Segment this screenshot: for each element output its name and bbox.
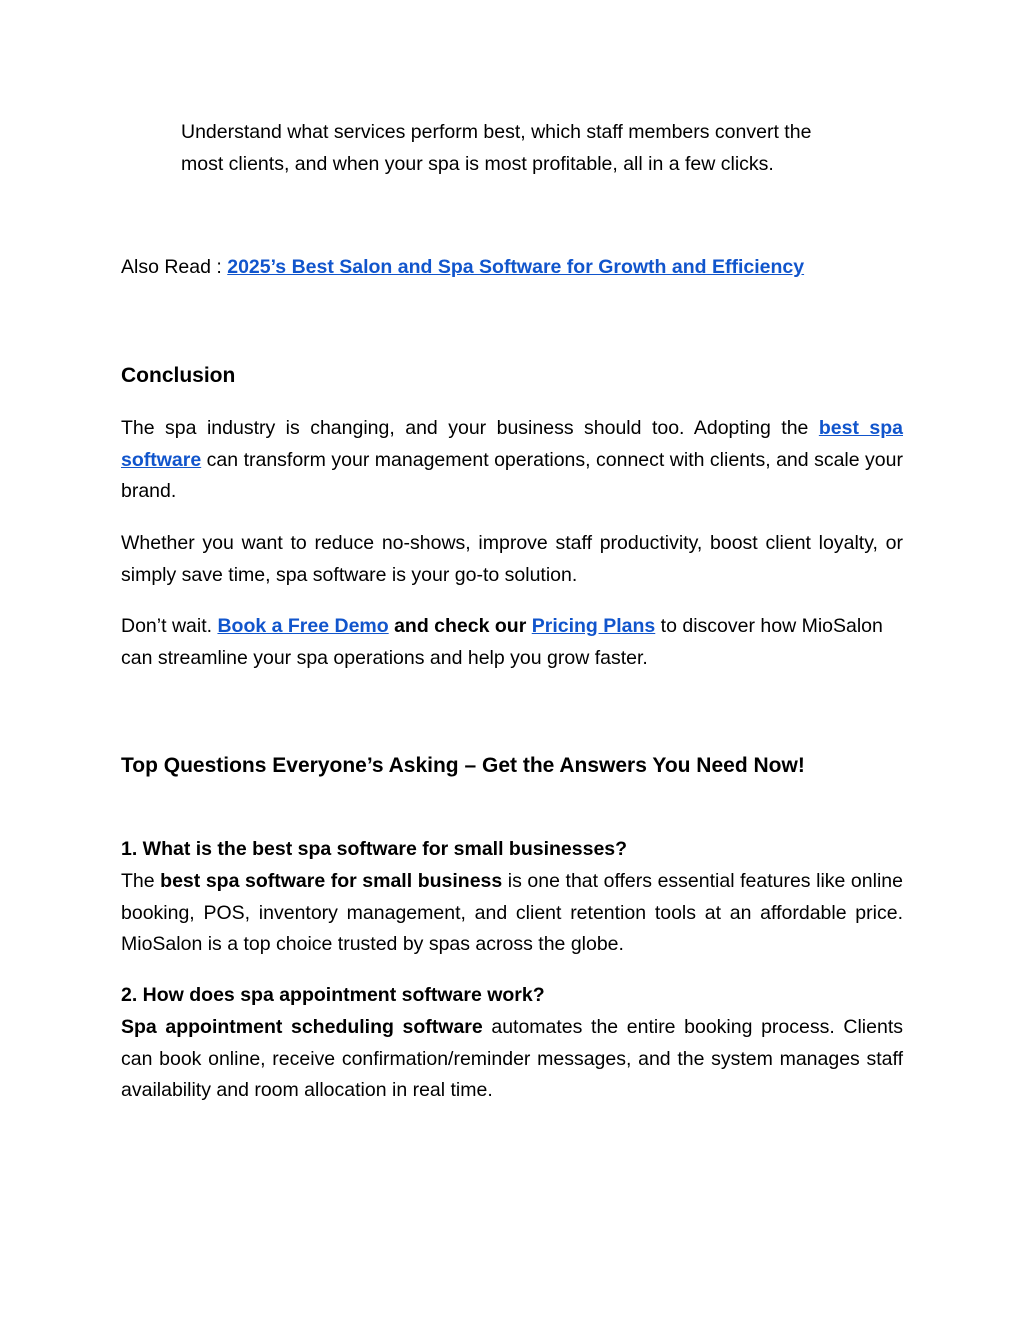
faq-answer-2 bbox=[121, 1012, 903, 1107]
conclusion-p1-text: The spa industry is changing, and your business should too. Adopting the bbox=[121, 417, 819, 439]
conclusion-p3-text: Don’t wait. bbox=[121, 615, 218, 637]
intro-line-1: Understand what services perform best, which staff members convert the bbox=[181, 121, 812, 143]
also-read-link[interactable]: 2025’s Best Salon and Spa Software for Growth and Efficiency bbox=[227, 256, 805, 278]
also-read-label: Also Read : bbox=[121, 256, 228, 278]
faq-answer-2-text: automates the entire booking process. Clients can book online, receive confirmation/reminder messages, and the system manages staff availability and room allocation in real time. bbox=[121, 1016, 903, 1101]
faq-answer-1 bbox=[121, 866, 903, 961]
faq-answer-1-text-end: is one that offers essential features like online booking, POS, inventory management, and client retention tools at an affordable price. MioSalon is a top choice trusted by spas across the globe. bbox=[121, 870, 903, 955]
faq-answer-1-text: The bbox=[121, 870, 161, 892]
also-read-line bbox=[121, 252, 903, 284]
conclusion-p1-text-end: can transform your management operations, connect with clients, and scale your brand. bbox=[121, 448, 903, 502]
faq-answer-2-bold: Spa appointment scheduling software bbox=[121, 1016, 483, 1038]
conclusion-p3-text-end: to discover how MioSalon can streamline your spa operations and help you grow faster. bbox=[121, 615, 883, 669]
book-free-demo-link[interactable]: Book a Free Demo bbox=[217, 615, 389, 637]
faq-question-2: 2. How does spa appointment software work? bbox=[121, 984, 545, 1006]
faq-heading: Top Questions Everyone’s Asking – Get the Answers You Need Now! bbox=[121, 754, 805, 777]
conclusion-p3-bold: and check our bbox=[388, 615, 532, 637]
intro-line-2: most clients, and when your spa is most profitable, all in a few clicks. bbox=[181, 152, 774, 175]
conclusion-paragraph-1 bbox=[121, 413, 903, 508]
conclusion-heading: Conclusion bbox=[121, 364, 236, 387]
pricing-plans-link[interactable]: Pricing Plans bbox=[531, 615, 656, 637]
faq-question-1: 1. What is the best spa software for small businesses? bbox=[121, 838, 628, 860]
faq-answer-1-bold: best spa software for small business bbox=[160, 870, 503, 892]
conclusion-paragraph-2: Whether you want to reduce no-shows, improve staff productivity, boost client loyalty, or simply save time, spa software is your go-to solution. bbox=[121, 532, 903, 586]
intro-paragraph bbox=[181, 117, 911, 180]
conclusion-paragraph-3 bbox=[121, 611, 903, 674]
best-spa-software-link[interactable]: best spa software bbox=[121, 417, 903, 471]
